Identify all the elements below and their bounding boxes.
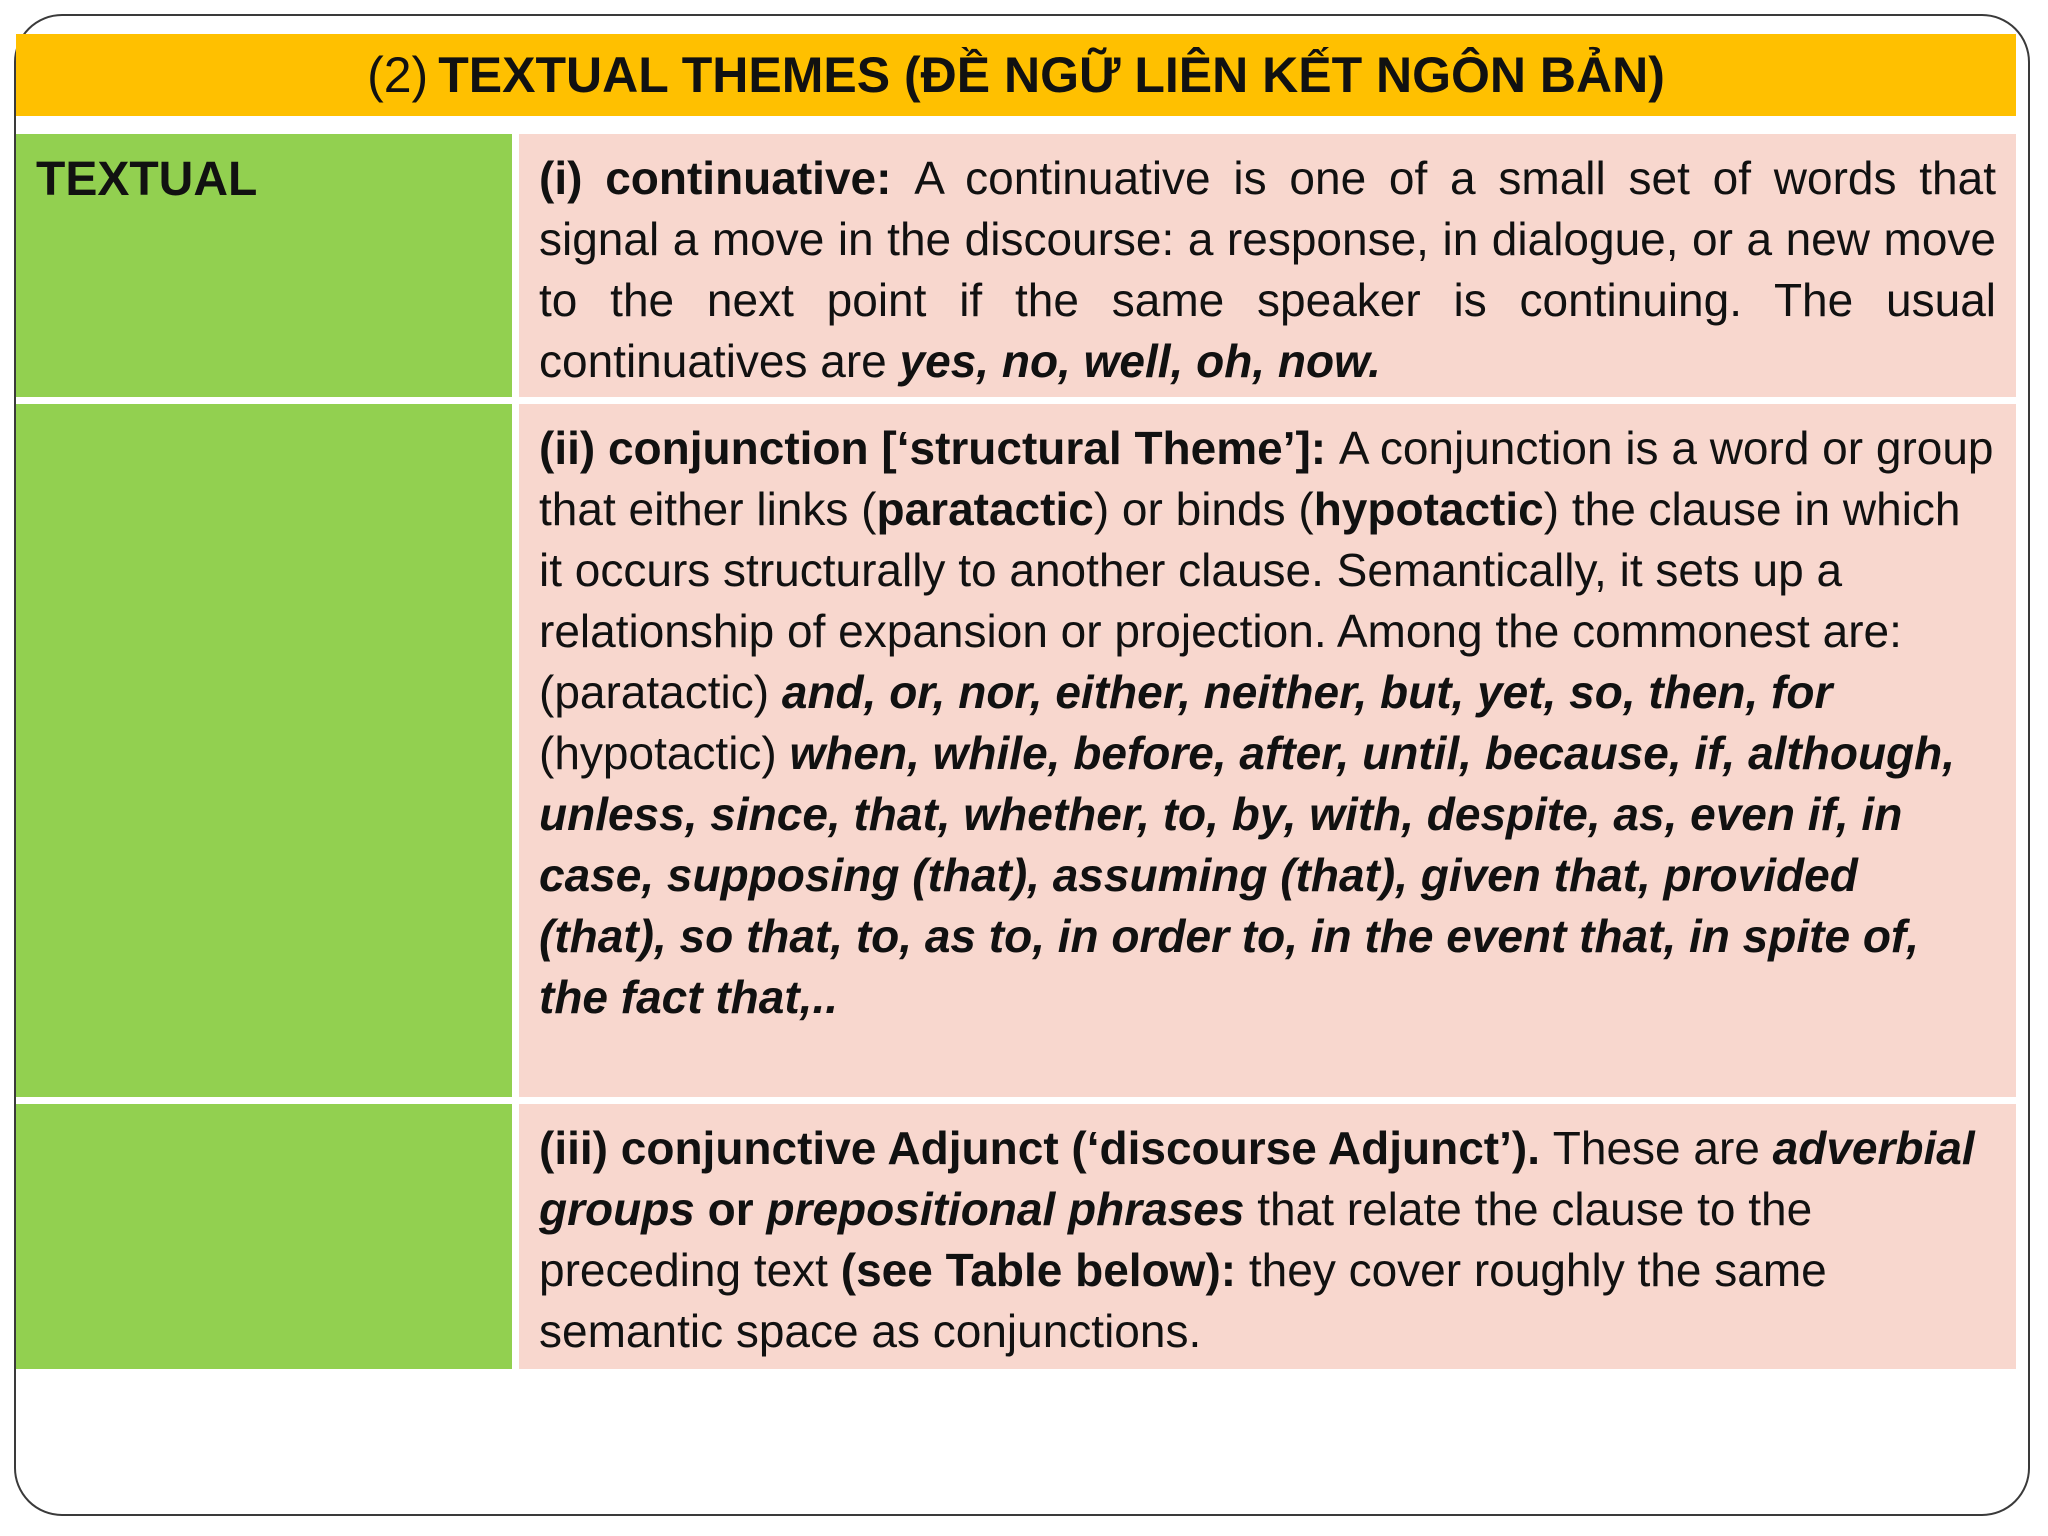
definition-segment: (see Table below): (840, 1244, 1249, 1296)
definition-segment: yes, no, well, oh, now. (899, 335, 1381, 387)
definition-cell-conjunctive-adjunct (519, 1104, 2016, 1369)
page-title: TEXTUAL THEMES (ĐỀ NGỮ LIÊN KẾT NGÔN BẢN) (438, 47, 1665, 103)
definition-segment: and, or, nor, either, neither, but, yet, so, then, for (781, 666, 1833, 718)
definition-cell-conjunction (519, 404, 2016, 1097)
category-cell-empty (16, 1104, 512, 1369)
definition-segment: (i) continuative: (539, 152, 915, 204)
definition-segment: (ii) conjunction [‘structural Theme’]: (539, 422, 1339, 474)
table-row (16, 134, 2016, 397)
category-cell (16, 134, 512, 397)
definition-segment: (hypotactic) (539, 727, 790, 779)
table-row (16, 1104, 2016, 1369)
definition-segment: A continuative is one of a small set of words that signal a move in the discourse: a response, in dialogue, or a new move to the next point if the same speaker is continuing. The usual continuatives are (539, 152, 1996, 387)
definition-segment: These are (1552, 1122, 1773, 1174)
definition-segment: ) the clause in which it occurs structurally to another clause. Semantically, it sets up a relationship of expansion or projection. Among the commonest are:(paratactic) (539, 483, 1961, 718)
definition-cell-continuative (519, 134, 2016, 397)
definition-segment: that relate the clause to the preceding text (539, 1183, 1813, 1296)
table-row (16, 404, 2016, 1097)
title-prefix: (2) (367, 47, 429, 103)
title-bar (16, 34, 2016, 116)
definition-segment: A conjunction is a word or group that either links ( (539, 422, 1994, 535)
definition-segment: paratactic (876, 483, 1094, 535)
category-label: TEXTUAL (36, 153, 258, 206)
definition-segment: (iii) conjunctive Adjunct (‘discourse Adjunct’). (539, 1122, 1553, 1174)
definition-segment: prepositional phrases (766, 1183, 1258, 1235)
textual-themes-table (16, 134, 2016, 1376)
definition-segment: they cover roughly the same semantic space as conjunctions. (539, 1244, 1827, 1357)
definition-segment: when, while, before, after, until, because, if, although, unless, since, that, whether, to, by, with, despite, as, even if, in case, supposing (that), assuming (that), given that, provided (that), so that, to, as to, in order to, in the event that, in spite of, the fact that,.. (539, 727, 1956, 1023)
definition-segment: adverbial groups (539, 1122, 1975, 1235)
definition-segment: or (707, 1183, 767, 1235)
definition-segment: hypotactic (1313, 483, 1544, 535)
definition-segment: ) or binds ( (1093, 483, 1314, 535)
category-cell-empty (16, 404, 512, 1097)
